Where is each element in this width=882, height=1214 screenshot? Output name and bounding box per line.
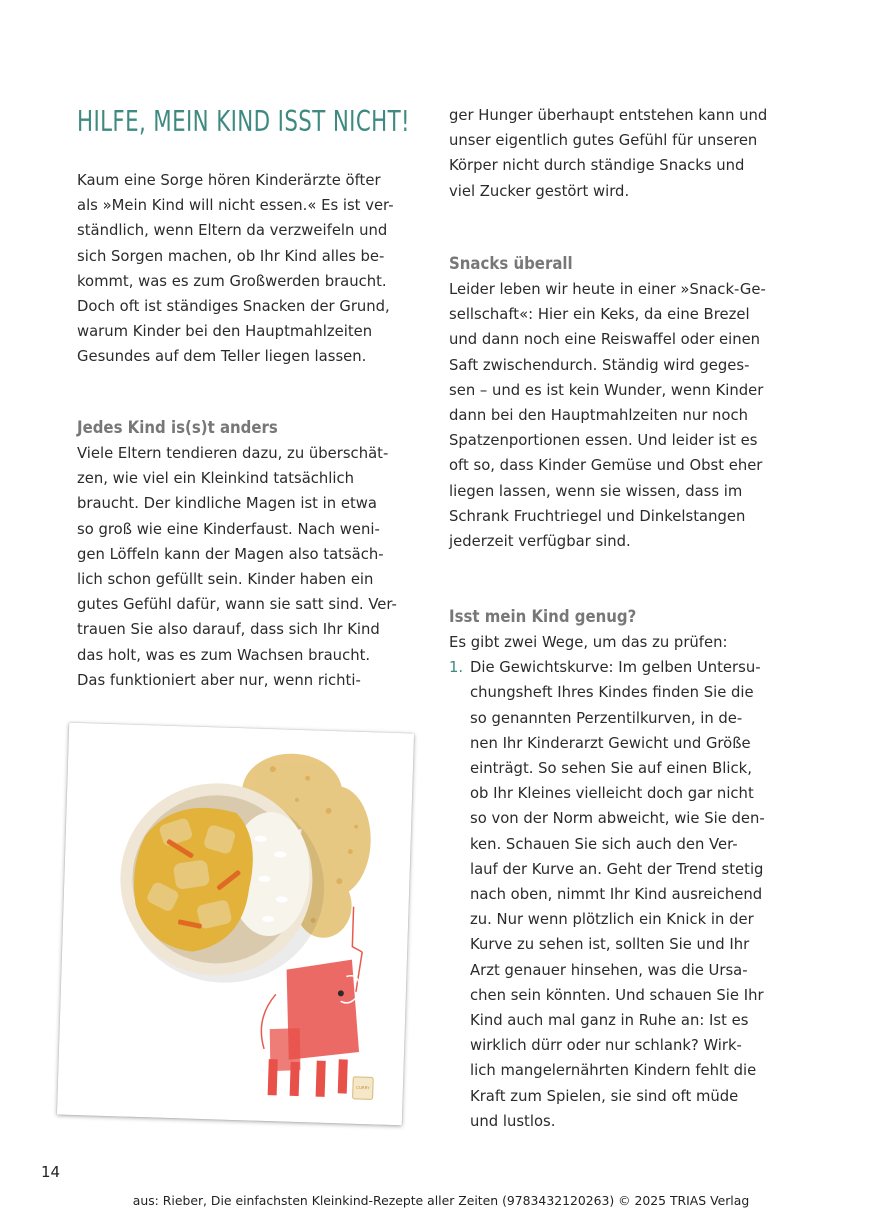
section-heading: Snacks überall xyxy=(449,254,573,274)
continuation-paragraph xyxy=(449,103,794,204)
text-line: einträgt. So sehen Sie auf einen Blick, xyxy=(470,760,752,778)
text-line: lauf der Kurve an. Geht der Trend stetig xyxy=(470,860,764,878)
text-line: Gesundes auf dem Teller liegen lassen. xyxy=(77,348,367,366)
text-line: oft so, dass Kinder Gemüse und Obst eher xyxy=(449,457,763,475)
text-line: Saft zwischendurch. Ständig wird geges- xyxy=(449,356,750,374)
page-number: 14 xyxy=(41,1163,61,1181)
text-line: viel Zucker gestört wird. xyxy=(449,182,630,200)
text-line: ob Ihr Kleines vielleicht doch gar nicht xyxy=(470,785,754,803)
text-line: Arzt genauer hinsehen, was die Ursa- xyxy=(470,961,748,979)
list-item xyxy=(449,655,794,1134)
text-line: ger Hunger überhaupt entstehen kann und xyxy=(449,107,768,124)
text-line: braucht. Der kindliche Magen ist in etwa xyxy=(77,495,377,513)
check-list xyxy=(449,655,794,1134)
text-line: sellschaft«: Hier ein Keks, da eine Brezel xyxy=(449,306,750,324)
text-line: Kurve zu sehen ist, sollten Sie und Ihr xyxy=(470,936,750,954)
source-footer: aus: Rieber, Die einfachsten Kleinkind-Rezepte aller Zeiten (9783432120263) © 2025 TRIAS Verlag xyxy=(132,1193,750,1208)
text-line: chungsheft Ihres Kindes finden Sie die xyxy=(470,684,754,702)
text-line: liegen lassen, wenn sie wissen, dass im xyxy=(449,482,743,500)
text-line: lich schon gefüllt sein. Kinder haben ein xyxy=(77,571,374,589)
section-heading: Isst mein Kind genug? xyxy=(449,607,637,627)
text-line: Schrank Fruchtriegel und Dinkelstangen xyxy=(449,507,746,525)
text-line: und dann noch eine Reiswaffel oder einen xyxy=(449,331,761,349)
text-line: nen Ihr Kinderarzt Gewicht und Größe xyxy=(470,734,751,752)
text-line: chen sein könnten. Und schauen Sie Ihr xyxy=(470,986,764,1004)
text-line: Leider leben wir heute in einer »Snack-Ge- xyxy=(449,281,766,298)
text-line: nach oben, nimmt Ihr Kind ausreichend xyxy=(470,886,763,904)
text-line: das holt, was es zum Wachsen braucht. xyxy=(77,646,371,664)
text-line: Spatzenportionen essen. Und leider ist es xyxy=(449,432,758,450)
cup-label: CURRY xyxy=(356,1084,370,1091)
page-title: HILFE, MEIN KIND ISST NICHT! xyxy=(77,105,410,138)
section-genug xyxy=(449,605,794,1134)
text-line: zu. Nur wenn plötzlich ein Knick in der xyxy=(470,911,754,929)
text-line: ken. Schauen Sie sich auch den Ver- xyxy=(470,835,738,853)
text-line: sen – und es ist kein Wunder, wenn Kinder xyxy=(449,381,764,399)
text-line: Das funktioniert aber nur, wenn richti- xyxy=(77,671,361,689)
text-line: Es gibt zwei Wege, um das zu prüfen: xyxy=(449,634,728,651)
text-line: so genannten Perzentilkurven, in de- xyxy=(470,709,743,727)
text-line: Viele Eltern tendieren dazu, zu überschät- xyxy=(77,445,389,462)
text-line: sich Sorgen machen, ob Ihr Kind alles be- xyxy=(77,247,385,265)
text-line: trauen Sie also darauf, dass sich Ihr Kind xyxy=(77,621,380,639)
text-line: jederzeit verfügbar sind. xyxy=(449,533,631,551)
text-line: gen Löffeln kann der Magen also tatsäch- xyxy=(77,545,384,563)
list-number: 1. xyxy=(449,659,464,677)
intro-paragraph xyxy=(77,168,422,370)
text-line: als »Mein Kind will nicht essen.« Es ist ver- xyxy=(77,197,394,215)
section-heading: Jedes Kind is(s)t anders xyxy=(77,418,278,438)
section-jedes-kind xyxy=(77,416,422,693)
text-line: so groß wie eine Kinderfaust. Nach weni- xyxy=(77,520,380,538)
text-line: gutes Gefühl dafür, wann sie satt sind. Ver- xyxy=(77,596,397,614)
text-line: kommt, was es zum Großwerden braucht. xyxy=(77,272,387,290)
text-line: unser eigentlich gutes Gefühl für unseren xyxy=(449,132,758,150)
text-line: zen, wie viel ein Kleinkind tatsächlich xyxy=(77,470,355,488)
text-line: ständlich, wenn Eltern da verzweifeln und xyxy=(77,222,388,240)
text-line: Die Gewichtskurve: Im gelben Untersu- xyxy=(470,659,761,677)
text-line: Kaum eine Sorge hören Kinderärzte öfter xyxy=(77,172,381,189)
text-line: warum Kinder bei den Hauptmahlzeiten xyxy=(77,323,373,341)
section-snacks xyxy=(449,252,794,554)
text-line: Kraft zum Spielen, sie sind oft müde xyxy=(470,1087,739,1105)
text-line: und lustlos. xyxy=(470,1112,556,1130)
text-line: so von der Norm abweicht, wie Sie den- xyxy=(470,810,765,828)
text-line: dann bei den Hauptmahlzeiten nur noch xyxy=(449,407,749,425)
food-photo xyxy=(57,723,414,1126)
text-line: lich mangelernährten Kindern fehlt die xyxy=(470,1062,757,1080)
text-line: Doch oft ist ständiges Snacken der Grund, xyxy=(77,298,390,316)
text-line: Kind auch mal ganz in Ruhe an: Ist es xyxy=(470,1012,749,1030)
text-line: wirklich dürr oder nur schlank? Wirk- xyxy=(470,1037,742,1055)
text-line: Körper nicht durch ständige Snacks und xyxy=(449,157,745,175)
